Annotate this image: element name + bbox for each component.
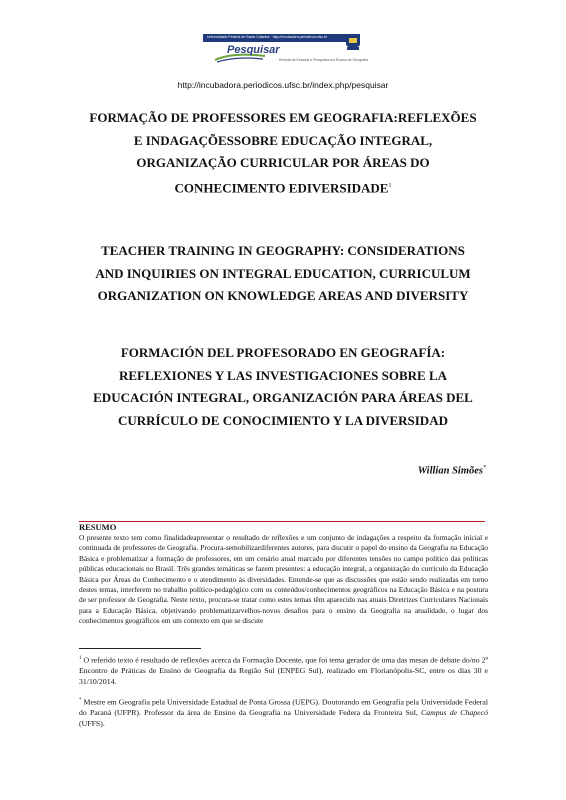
title-line: TEACHER TRAINING IN GEOGRAPHY: CONSIDERATIONS [101, 243, 465, 258]
author-footnote-marker: * [483, 465, 486, 471]
abstract-heading: RESUMO [79, 522, 117, 532]
abstract-divider [79, 521, 485, 522]
title-line: FORMAÇÃO DE PROFESSORES EM GEOGRAFIA:REFLEXÕES [89, 110, 477, 125]
title-line: ORGANIZAÇÃO CURRICULAR POR ÁREAS DO [136, 155, 430, 170]
title-line: EDUCACIÓN INTEGRAL, ORGANIZACIÓN PARA ÁREAS DEL [93, 390, 473, 405]
abstract-body: O presente texto tem como finalidadeapresentar o resultado de reflexões e um conjunto de indagações a respeito da formação inicial e continuada de professores de Geografia. Procura-semobilizardiferentes autores, para discutir o papel do ensino da Geografia na Educação Básica e problematizar a formação de professores, em um cenário atual marcado por diferentes tensões no campo político das políticas públicas educacionais no Brasil. Três grandes temáticas se fazem presentes: a educação integral, a organização do currículo da Educação Básica por Áreas do Conhecimento e o atendimento às diversidades. Entende-se que as discussões que estão sendo realizadas em torno destes temas, interferem no trabalho político-pedagógico com os conteúdos/conhecimentos geográficos na Educação Básica e na postura de ser professor de Geografia. Neste texto, procura-se tratar como estes temas têm aparecido nas atuais Diretrizes Curriculares Nacionais para a Educação Básica, objetivando problematizarvelhos-novos desafios para o ensino da Geografia na atualidade, o lugar dos conhecimentos geográficos em um contexto em que se discute [79, 533, 488, 626]
title-spanish [70, 342, 496, 432]
footnote-1 [79, 654, 488, 687]
title-line: FORMACIÓN DEL PROFESORADO EN GEOGRAFÍA: [120, 345, 446, 360]
title-line-text: CONHECIMENTO EDIVERSIDADE [174, 179, 389, 195]
title-portuguese [70, 107, 496, 199]
title-english [70, 240, 496, 308]
logo-subtitle: Revista de Estudos e Pesquisas em Ensino de Geografia [279, 58, 368, 62]
footnote-1-text: O referido texto é resultado de reflexões acerca da Formação Docente, que foi tema gerador de uma das mesas de debate do/no 2º Encontro de Práticas de Ensino de Geografia da Região Sul (ENPEG Sul), realizado em Florianópolis-SC, entre os dias 30 e 31/10/2014. [79, 655, 488, 686]
footnote-author-campus: Campus de Chapecó [421, 708, 488, 718]
title-line: E INDAGAÇÕESSOBRE EDUCAÇÃO INTEGRAL, [133, 132, 433, 148]
title-line: AND INQUIRIES ON INTEGRAL EDUCATION, CURRICULUM [95, 265, 471, 281]
author-line [418, 465, 486, 477]
author-name: Willian Simões [417, 465, 483, 477]
ufsc-seal-icon [345, 34, 361, 52]
title-line: CURRÍCULO DE CONOCIMIENTO Y LA DIVERSIDAD [118, 412, 448, 428]
title-line [70, 175, 496, 200]
journal-url: http://incubadora.periodicos.ufsc.br/index.php/pesquisar [177, 80, 389, 90]
logo-banner [203, 34, 360, 42]
logo-banner-text: Universidade Federal de Santa Catarina · http://incubadora.periodicos.ufsc.br [207, 35, 328, 39]
title-line: REFLEXIONES Y LAS INVESTIGACIONES SOBRE LA [118, 367, 448, 383]
footnote-author-text-end: (UFFS). [79, 718, 105, 728]
footnote-author [79, 696, 488, 729]
footnote-marker: 1 [388, 182, 392, 189]
footnote-author-text: Mestre em Geografia pela Universidade Estadual de Ponta Grossa (UEPG). Doutorando em Geografia pela Universidade Federal do Paraná (UFPR). Professor da área de Ensino da Geografia na Universidade Federa da Fronteira Sul, [79, 697, 488, 718]
footnote-author-marker: * [79, 698, 82, 703]
title-line: ORGANIZATION ON KNOWLEDGE AREAS AND DIVERSITY [97, 288, 469, 303]
logo-wordmark: Pesquisar [227, 44, 280, 56]
footnote-divider [79, 648, 201, 649]
footnote-1-marker: 1 [79, 656, 82, 661]
journal-logo [203, 34, 368, 70]
